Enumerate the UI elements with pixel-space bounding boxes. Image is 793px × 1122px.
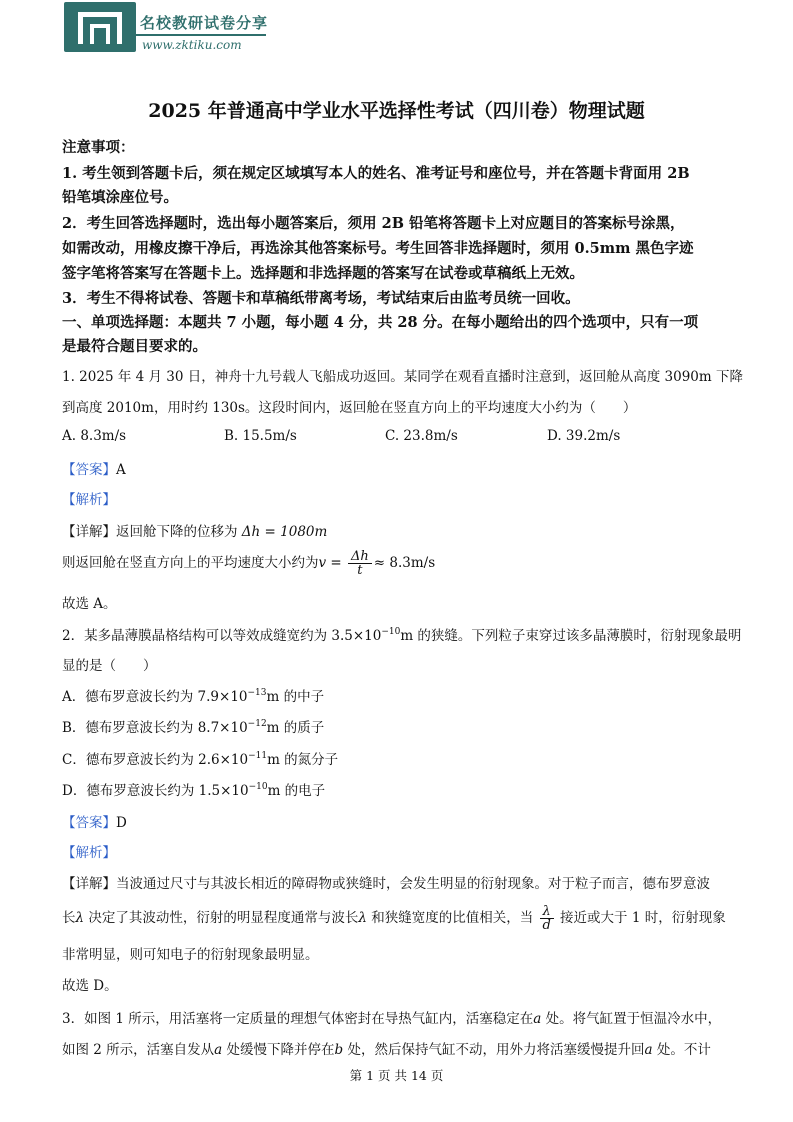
answer-value: D — [116, 815, 127, 831]
notice-line: 如需改动，用橡皮擦干净后，再选涂其他答案标号。考生回答非选择题时，须用 0.5mm 黑色字迹 — [62, 240, 694, 257]
section-heading: 是最符合题目要求的。 — [62, 338, 207, 355]
math-a: a — [533, 1011, 542, 1027]
answer-tag: 【答案】 — [62, 462, 116, 478]
stem-text: m 的狭缝。下列粒子束穿过该多晶薄膜时，衍射现象最明 — [400, 628, 742, 644]
option-text: m 的电子 — [267, 783, 326, 799]
option-text: B．德布罗意波长约为 8.7×10 — [62, 720, 248, 736]
fraction-denominator: d — [542, 918, 551, 933]
logo-url: www.zktiku.com — [142, 38, 242, 52]
q2-option-a — [62, 685, 324, 705]
notice-line: 2．考生回答选择题时，选出每小题答案后，须用 2B 铅笔将答题卡上对应题目的答案标号涂黑， — [62, 215, 685, 232]
detail-text: 则返回舱在竖直方向上的平均速度大小约为 — [62, 555, 319, 571]
q2-option-b — [62, 716, 324, 736]
question-3-stem — [62, 1007, 721, 1027]
detail-tag: 【详解】 — [62, 524, 116, 540]
q1-analysis-tag: 【解析】 — [62, 492, 116, 508]
exponent: −10 — [381, 627, 401, 637]
question-2-stem — [62, 624, 741, 644]
question-2-stem: 显的是（ ） — [62, 658, 157, 674]
q1-option-b: B. 15.5m/s — [224, 428, 297, 444]
notice-line: 签字笔将答案写在答题卡上。选择题和非选择题的答案写在试卷或草稿纸上无效。 — [62, 265, 584, 282]
detail-math: Δh = 1080m — [241, 524, 328, 540]
notice-line: 铅笔填涂座位号。 — [62, 189, 178, 206]
option-text: m 的质子 — [266, 720, 325, 736]
notice-heading: 注意事项： — [62, 139, 135, 156]
question-3-stem — [62, 1038, 711, 1058]
stem-text: 处，然后保持气缸不动，用外力将活塞缓慢提升回 — [343, 1042, 645, 1058]
option-text: A．德布罗意波长约为 7.9×10 — [62, 689, 248, 705]
stem-text: 2．某多晶薄膜晶格结构可以等效成缝宽约为 3.5×10 — [62, 628, 382, 644]
page-footer: 第 1 页 共 14 页 — [349, 1068, 444, 1083]
fraction-numerator: Δh — [348, 550, 372, 564]
option-text: m 的氮分子 — [267, 752, 339, 768]
q2-option-d — [62, 779, 325, 799]
q2-detail — [62, 872, 710, 892]
detail-text: 决定了其波动性，衍射的明显程度通常与波长 — [84, 910, 359, 926]
q2-option-c — [62, 748, 338, 768]
answer-value: A — [116, 462, 126, 478]
exponent: −10 — [248, 782, 268, 792]
question-1-stem: 1. 2025 年 4 月 30 日，神舟十九号载人飞船成功返回。某同学在观看直播时注意到，返回舱从高度 3090m 下降 — [62, 369, 743, 385]
math-b: b — [334, 1042, 344, 1058]
stem-text: 处。不计 — [652, 1042, 711, 1058]
q2-analysis-tag: 【解析】 — [62, 845, 116, 861]
stem-text: 处缓慢下降并停在 — [222, 1042, 335, 1058]
q2-answer — [62, 811, 127, 831]
q1-option-c: C. 23.8m/s — [385, 428, 458, 444]
question-1-stem: 到高度 2010m，用时约 130s。这段时间内，返回舱在竖直方向上的平均速度大小约为（ ） — [62, 400, 637, 416]
notice-line: 1. 考生领到答题卡后，须在规定区域填写本人的姓名、准考证号和座位号，并在答题卡背面用 2B — [62, 165, 690, 182]
detail-text: 和狭缝宽度的比值相关，当 — [366, 910, 534, 926]
detail-text: 接近或大于 1 时，衍射现象 — [555, 910, 726, 926]
detail-text: 当波通过尺寸与其波长相近的障碍物或狭缝时，会发生明显的衍射现象。对于粒子而言，德布罗意波 — [116, 876, 710, 892]
notice-line: 3．考生不得将试卷、答题卡和草稿纸带离考场，考试结束后由监考员统一回收。 — [62, 290, 580, 307]
q1-answer — [62, 458, 126, 478]
fraction-numerator: λ — [540, 905, 554, 919]
page-title: 2025 年普通高中学业水平选择性考试（四川卷）物理试题 — [148, 100, 645, 122]
stem-text: 3．如图 1 所示，用活塞将一定质量的理想气体密封在导热气缸内，活塞稳定在 — [62, 1011, 534, 1027]
detail-tag: 【详解】 — [62, 876, 116, 892]
exponent: −13 — [247, 688, 267, 698]
stem-text: 如图 2 所示，活塞自发从 — [62, 1042, 215, 1058]
fraction — [540, 905, 554, 932]
q2-conclusion: 故选 D。 — [62, 978, 118, 994]
math-lambda: λ — [75, 910, 85, 926]
math-a: a — [214, 1042, 223, 1058]
option-text: m 的中子 — [266, 689, 325, 705]
stem-text: 处。将气缸置于恒温冷水中， — [541, 1011, 722, 1027]
detail-result: ≈ 8.3m/s — [373, 555, 436, 571]
math-v: v = — [318, 555, 342, 571]
logo-emblem-icon — [64, 2, 136, 52]
q2-detail: 非常明显，则可知电子的衍射现象最明显。 — [62, 947, 319, 963]
q1-detail — [62, 520, 327, 540]
detail-text: 返回舱下降的位移为 — [116, 524, 242, 540]
exponent: −11 — [248, 751, 268, 761]
answer-tag: 【答案】 — [62, 815, 116, 831]
q1-option-a: A. 8.3m/s — [62, 428, 127, 444]
math-a: a — [644, 1042, 653, 1058]
q1-option-d: D. 39.2m/s — [547, 428, 621, 444]
detail-text: 长 — [62, 910, 76, 926]
exponent: −12 — [247, 719, 267, 729]
fraction-denominator: t — [357, 563, 363, 578]
section-heading: 一、单项选择题：本题共 7 小题，每小题 4 分，共 28 分。在每小题给出的四个选项中，只有一项 — [62, 314, 699, 331]
math-lambda: λ — [358, 910, 367, 926]
q2-detail-formula — [62, 905, 726, 932]
fraction — [348, 550, 372, 577]
logo-underline — [136, 34, 266, 36]
q1-detail-formula — [62, 550, 435, 577]
option-text: D．德布罗意波长约为 1.5×10 — [62, 783, 249, 799]
option-text: C．德布罗意波长约为 2.6×10 — [62, 752, 249, 768]
q1-conclusion: 故选 A。 — [62, 596, 117, 612]
logo-title: 名校教研试卷分享 — [140, 14, 269, 32]
